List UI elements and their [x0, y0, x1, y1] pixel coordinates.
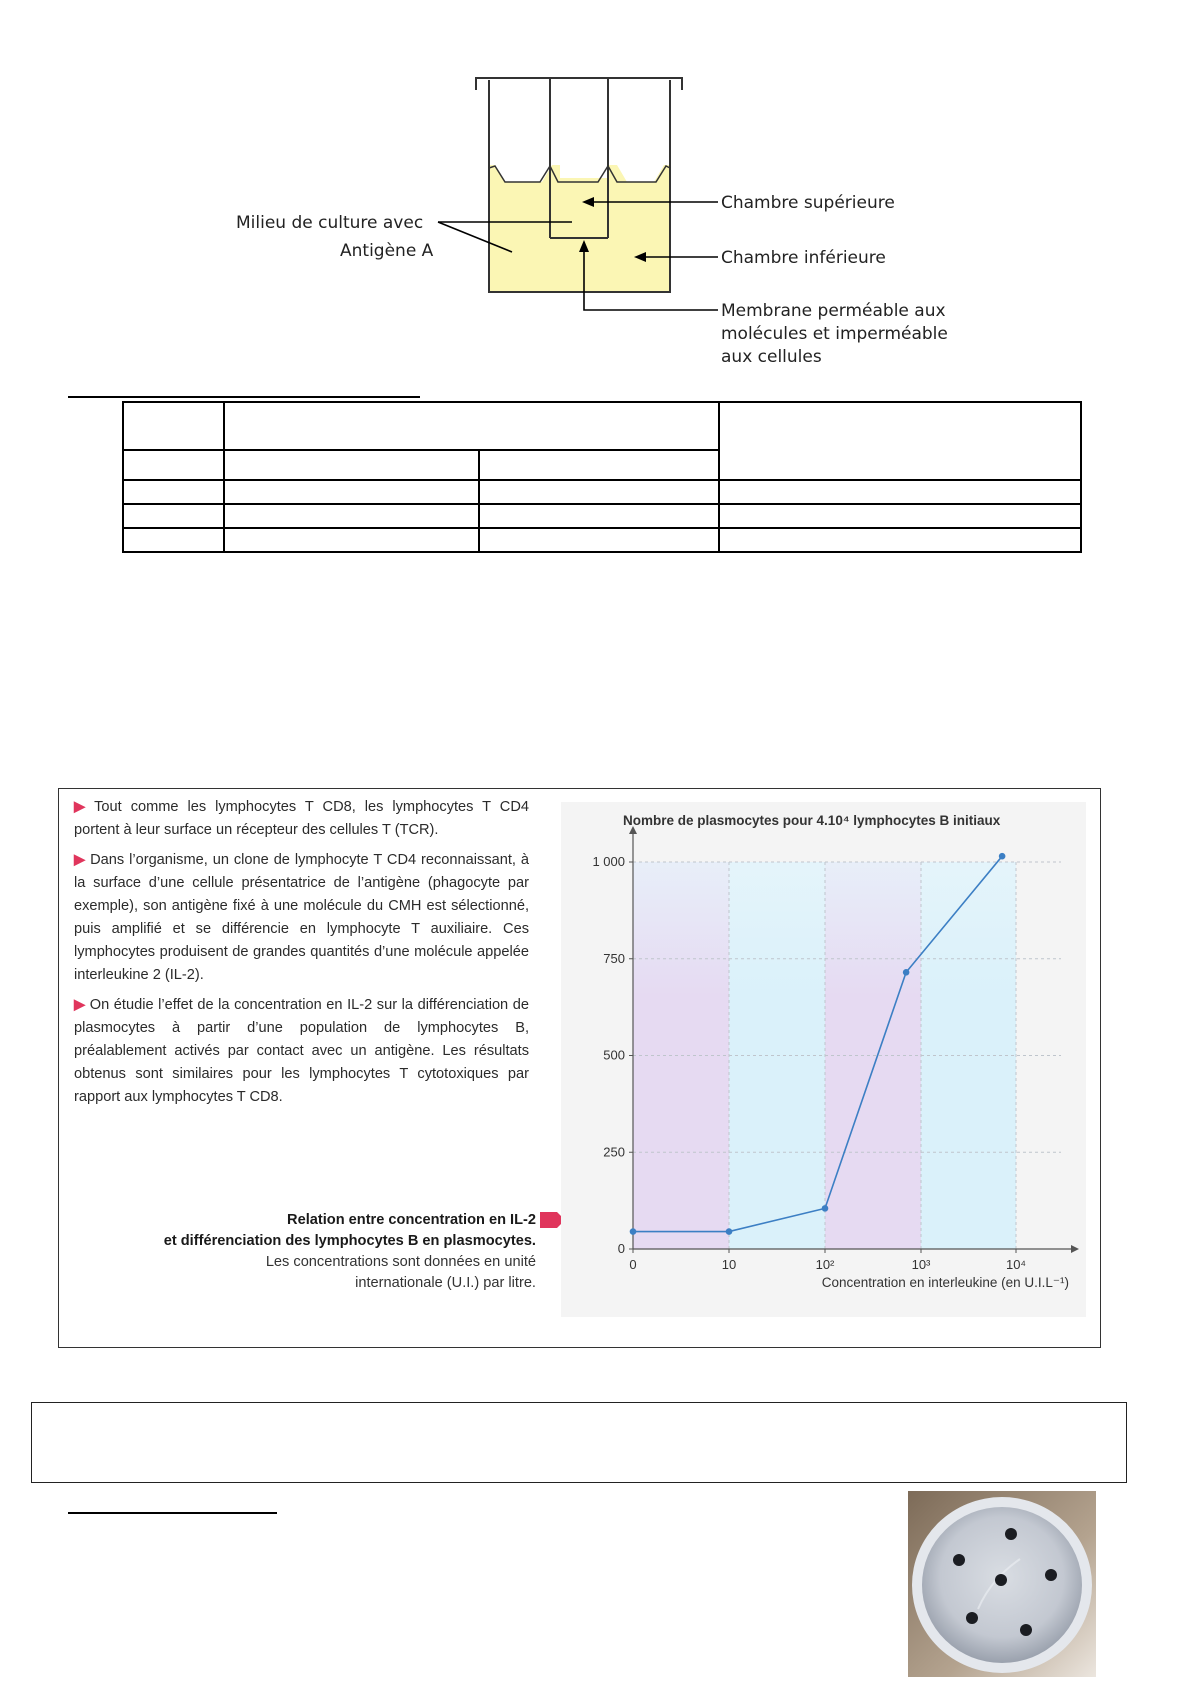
- x-tick-label: 10⁴: [1005, 1257, 1027, 1272]
- table-cell: [123, 528, 224, 552]
- agar-well: [966, 1612, 978, 1624]
- y-tick-label: 1 000: [592, 854, 625, 869]
- chart-y-label: Nombre de plasmocytes pour 4.10⁴ lymphocytes B initiaux: [623, 813, 1001, 828]
- agar-well: [953, 1554, 965, 1566]
- empty-results-table: [122, 401, 1082, 553]
- table-cell: [719, 504, 1081, 528]
- il2-plasmocyte-chart: [561, 802, 1086, 1317]
- bullet-icon: ▶: [74, 997, 86, 1013]
- data-point: [903, 969, 910, 976]
- agar-well: [1005, 1528, 1017, 1540]
- table-cell: [479, 504, 719, 528]
- insert-liquid-fill: [550, 178, 608, 238]
- bullet-icon: ▶: [74, 852, 87, 868]
- table-cell: [224, 450, 479, 480]
- table-cell: [123, 402, 224, 450]
- data-point: [630, 1228, 637, 1235]
- table-cell: [479, 528, 719, 552]
- x-tick-label: 10³: [911, 1257, 931, 1272]
- culture-chamber-diagram: [0, 0, 1191, 380]
- data-point: [822, 1205, 829, 1212]
- data-point: [726, 1228, 733, 1235]
- caption-title-line1: Relation entre concentration en IL-2: [287, 1212, 536, 1228]
- agar-well: [1020, 1624, 1032, 1636]
- label-milieu-culture: Milieu de culture avec: [236, 213, 424, 233]
- agar-well: [1045, 1569, 1057, 1581]
- table-cell: [224, 504, 479, 528]
- x-tick-label: 10²: [815, 1257, 835, 1272]
- label-antigene-a: Antigène A: [340, 241, 434, 261]
- container-rim: [476, 78, 682, 90]
- bullet-icon: ▶: [74, 799, 91, 815]
- x-tick-label: 0: [629, 1257, 637, 1272]
- heading-underline: [68, 396, 420, 398]
- table-cell: [479, 450, 719, 480]
- table-cell: [479, 480, 719, 504]
- insert-liquid: [552, 0, 560, 165]
- chart-x-label: Concentration en interleukine (en U.I.L⁻¹): [821, 1275, 1069, 1290]
- x-axis-arrow-icon: [1071, 1245, 1079, 1253]
- y-tick-label: 750: [603, 950, 625, 966]
- table-cell: [123, 480, 224, 504]
- table-cell: [224, 480, 479, 504]
- y-tick-label: 250: [603, 1144, 625, 1160]
- label-chambre-superieure: Chambre supérieure: [721, 193, 895, 213]
- answer-box: [31, 1402, 1127, 1483]
- table-cell: [224, 402, 719, 450]
- agar-well: [995, 1574, 1007, 1586]
- data-point: [999, 853, 1006, 860]
- figure-caption: [74, 1210, 536, 1294]
- table-cell: [719, 528, 1081, 552]
- table-cell: [123, 450, 224, 480]
- caption-note-line1: Les concentrations sont données en unité: [265, 1254, 536, 1270]
- paragraph: ▶ Tout comme les lymphocytes T CD8, les lymphocytes T CD4 portent à leur surface un récepteur des cellules T (TCR).: [74, 799, 529, 838]
- label-chambre-inferieure: Chambre inférieure: [721, 248, 886, 268]
- table-cell: [224, 528, 479, 552]
- caption-note-line2: internationale (U.I.) par litre.: [355, 1275, 536, 1291]
- table-cell: [719, 480, 1081, 504]
- x-tick-label: 10: [721, 1257, 737, 1272]
- table-cell: [123, 504, 224, 528]
- paragraph: ▶ Dans l’organisme, un clone de lymphocyte T CD4 reconnaissant, à la surface d’une cellule présentatrice de l’antigène (phagocyte par exemple), son antigène fixé à une molécule du CMH est sélectionné, puis amplifié et se différencie en lymphocyte T auxiliaire. Ces lymphocytes produisent de grandes quantités d’une molécule appelée interleukine 2 (IL-2).: [74, 852, 529, 983]
- label-membrane: Membrane perméable aux molécules et imperméable aux cellules: [721, 301, 948, 367]
- petri-dish-photo: [908, 1491, 1096, 1677]
- paragraph: ▶ On étudie l’effet de la concentration en IL-2 sur la différenciation de plasmocytes à partir d’une population de lymphocytes B, préalablement activés par contact avec un antigène. Les résultats obtenus sont similaires pour les lymphocytes T cytotoxiques par rapport aux lymphocytes T CD8.: [74, 997, 529, 1105]
- section-underline: [68, 1512, 277, 1514]
- y-tick-label: 500: [603, 1047, 625, 1063]
- table-cell: [719, 402, 1081, 480]
- caption-title-line2: et différenciation des lymphocytes B en plasmocytes.: [163, 1233, 536, 1249]
- document-text: [74, 796, 529, 1116]
- y-tick-label: 0: [617, 1241, 625, 1256]
